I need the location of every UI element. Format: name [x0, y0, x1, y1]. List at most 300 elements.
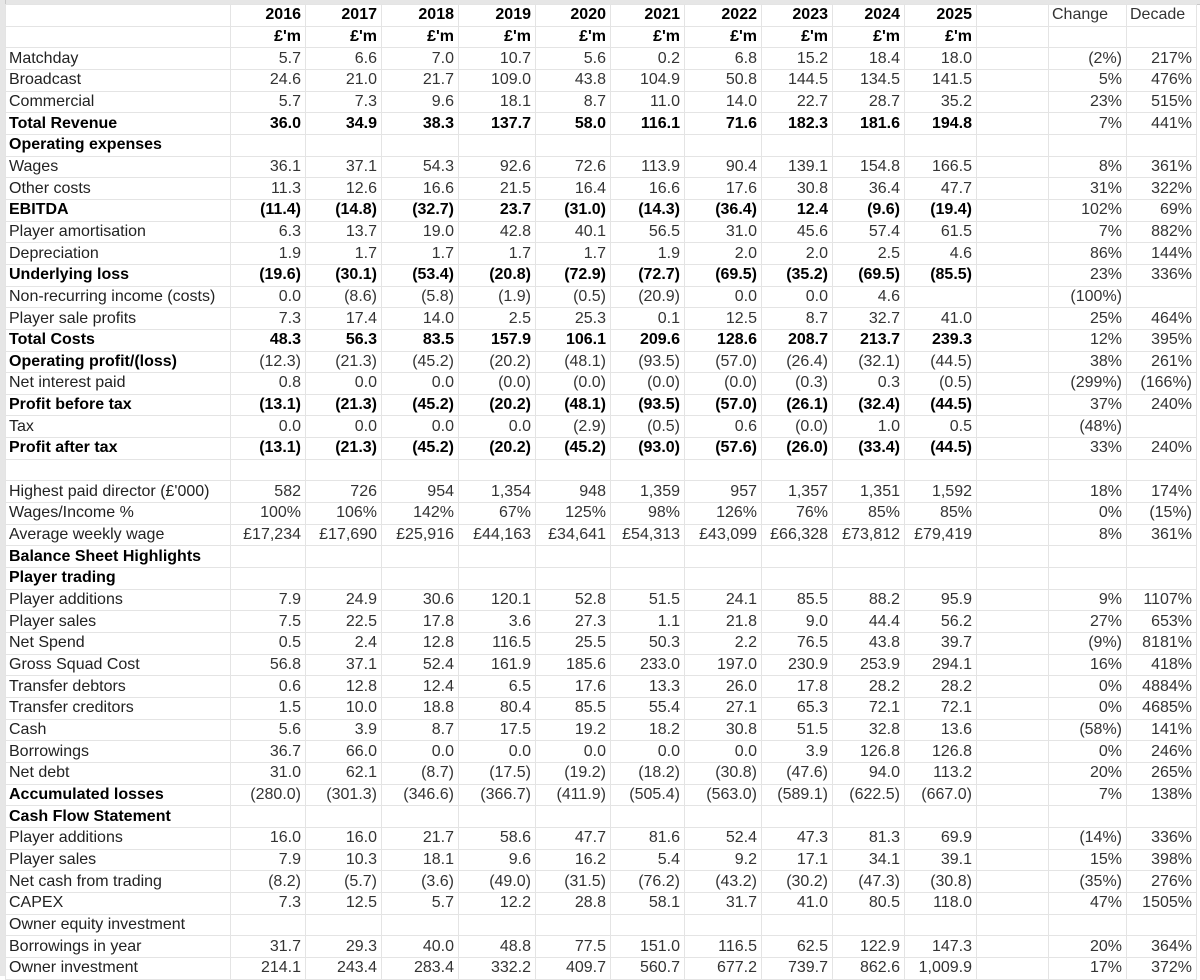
value-cell[interactable]: 139.1 — [762, 156, 833, 178]
value-cell[interactable]: 72.1 — [905, 698, 977, 720]
value-cell[interactable]: 23.7 — [459, 199, 536, 221]
value-cell[interactable]: 40.1 — [536, 221, 611, 243]
value-cell[interactable]: 44.4 — [833, 611, 905, 633]
value-cell[interactable]: 0.0 — [536, 741, 611, 763]
value-cell[interactable] — [762, 546, 833, 568]
value-cell[interactable]: 12.4 — [762, 199, 833, 221]
row-label[interactable]: Total Costs — [6, 329, 231, 351]
value-cell[interactable]: (0.0) — [611, 373, 685, 395]
cell-empty[interactable] — [977, 849, 1049, 871]
value-cell[interactable]: 12.5 — [306, 892, 382, 914]
value-cell[interactable]: 0.3 — [833, 373, 905, 395]
value-cell[interactable] — [306, 806, 382, 828]
value-cell[interactable]: 37.1 — [306, 156, 382, 178]
value-cell[interactable]: (32.1) — [833, 351, 905, 373]
value-cell[interactable]: £17,690 — [306, 524, 382, 546]
value-cell[interactable]: 13.7 — [306, 221, 382, 243]
value-cell[interactable]: (76.2) — [611, 871, 685, 893]
value-cell[interactable]: 72.6 — [536, 156, 611, 178]
value-cell[interactable]: 14.0 — [685, 91, 762, 113]
value-cell[interactable]: (20.2) — [459, 351, 536, 373]
value-cell[interactable]: (26.4) — [762, 351, 833, 373]
value-cell[interactable]: (20.2) — [459, 438, 536, 460]
value-cell[interactable]: 8.7 — [762, 308, 833, 330]
value-cell[interactable]: 141.5 — [905, 69, 977, 91]
change-cell[interactable]: 31% — [1049, 178, 1127, 200]
year-header[interactable]: 2018 — [382, 5, 459, 27]
value-cell[interactable]: (53.4) — [382, 264, 459, 286]
value-cell[interactable] — [762, 806, 833, 828]
value-cell[interactable]: 239.3 — [905, 329, 977, 351]
value-cell[interactable]: 1.1 — [611, 611, 685, 633]
cell-empty[interactable] — [977, 568, 1049, 590]
value-cell[interactable]: 3.9 — [762, 741, 833, 763]
value-cell[interactable]: 16.2 — [536, 849, 611, 871]
value-cell[interactable]: 30.6 — [382, 589, 459, 611]
value-cell[interactable]: 0.5 — [231, 633, 306, 655]
value-cell[interactable]: 0.0 — [685, 286, 762, 308]
value-cell[interactable]: 8.7 — [382, 719, 459, 741]
row-label[interactable]: Depreciation — [6, 243, 231, 265]
decade-cell[interactable]: 138% — [1127, 784, 1197, 806]
value-cell[interactable] — [306, 568, 382, 590]
value-cell[interactable]: 39.1 — [905, 849, 977, 871]
year-header[interactable]: 2020 — [536, 5, 611, 27]
unit-header[interactable]: £'m — [833, 26, 905, 48]
value-cell[interactable]: (45.2) — [382, 438, 459, 460]
value-cell[interactable]: 62.1 — [306, 762, 382, 784]
value-cell[interactable] — [382, 914, 459, 936]
value-cell[interactable]: 12.8 — [382, 633, 459, 655]
year-header[interactable]: 2021 — [611, 5, 685, 27]
value-cell[interactable]: 7.3 — [231, 308, 306, 330]
value-cell[interactable]: 5.6 — [231, 719, 306, 741]
decade-cell[interactable] — [1127, 286, 1197, 308]
change-cell[interactable]: (35%) — [1049, 871, 1127, 893]
cell-empty[interactable] — [977, 351, 1049, 373]
value-cell[interactable]: 17.6 — [685, 178, 762, 200]
value-cell[interactable]: 157.9 — [459, 329, 536, 351]
row-label[interactable]: Owner equity investment — [6, 914, 231, 936]
row-label[interactable]: Borrowings in year — [6, 936, 231, 958]
value-cell[interactable]: (13.1) — [231, 394, 306, 416]
decade-cell[interactable]: 322% — [1127, 178, 1197, 200]
value-cell[interactable]: 5.4 — [611, 849, 685, 871]
decade-cell[interactable]: 441% — [1127, 113, 1197, 135]
value-cell[interactable]: 0.0 — [306, 416, 382, 438]
value-cell[interactable]: 26.0 — [685, 676, 762, 698]
row-label[interactable]: Tax — [6, 416, 231, 438]
value-cell[interactable] — [459, 459, 536, 481]
value-cell[interactable]: (366.7) — [459, 784, 536, 806]
value-cell[interactable]: 21.7 — [382, 827, 459, 849]
cell-empty[interactable] — [977, 5, 1049, 27]
value-cell[interactable] — [685, 914, 762, 936]
change-cell[interactable]: 0% — [1049, 503, 1127, 525]
value-cell[interactable] — [685, 459, 762, 481]
value-cell[interactable]: 25.5 — [536, 633, 611, 655]
value-cell[interactable]: 19.2 — [536, 719, 611, 741]
value-cell[interactable]: 1.7 — [382, 243, 459, 265]
value-cell[interactable]: (45.2) — [382, 394, 459, 416]
decade-cell[interactable] — [1127, 134, 1197, 156]
change-cell[interactable]: 47% — [1049, 892, 1127, 914]
value-cell[interactable]: 233.0 — [611, 654, 685, 676]
value-cell[interactable]: 41.0 — [905, 308, 977, 330]
change-cell[interactable]: 15% — [1049, 849, 1127, 871]
value-cell[interactable] — [231, 546, 306, 568]
value-cell[interactable]: 409.7 — [536, 957, 611, 979]
decade-cell[interactable]: 398% — [1127, 849, 1197, 871]
decade-cell[interactable]: 515% — [1127, 91, 1197, 113]
value-cell[interactable]: (30.1) — [306, 264, 382, 286]
value-cell[interactable]: 10.0 — [306, 698, 382, 720]
row-label[interactable]: Operating expenses — [6, 134, 231, 156]
value-cell[interactable]: 8.7 — [536, 91, 611, 113]
value-cell[interactable]: 106.1 — [536, 329, 611, 351]
year-header[interactable]: 2022 — [685, 5, 762, 27]
unit-header[interactable]: £'m — [382, 26, 459, 48]
value-cell[interactable]: 80.4 — [459, 698, 536, 720]
unit-header[interactable]: £'m — [611, 26, 685, 48]
value-cell[interactable]: 32.8 — [833, 719, 905, 741]
cell-empty[interactable] — [977, 741, 1049, 763]
cell-empty[interactable] — [977, 546, 1049, 568]
value-cell[interactable] — [685, 806, 762, 828]
value-cell[interactable]: 56.5 — [611, 221, 685, 243]
value-cell[interactable]: 10.7 — [459, 48, 536, 70]
row-label[interactable]: Transfer debtors — [6, 676, 231, 698]
change-cell[interactable]: 20% — [1049, 762, 1127, 784]
value-cell[interactable]: 36.4 — [833, 178, 905, 200]
value-cell[interactable]: 142% — [382, 503, 459, 525]
value-cell[interactable]: (8.2) — [231, 871, 306, 893]
value-cell[interactable] — [536, 134, 611, 156]
value-cell[interactable]: 0.0 — [306, 373, 382, 395]
value-cell[interactable]: 1.0 — [833, 416, 905, 438]
value-cell[interactable]: 24.6 — [231, 69, 306, 91]
decade-cell[interactable]: 361% — [1127, 156, 1197, 178]
row-label[interactable]: CAPEX — [6, 892, 231, 914]
value-cell[interactable]: 30.8 — [762, 178, 833, 200]
value-cell[interactable]: 1.5 — [231, 698, 306, 720]
row-label[interactable]: Wages/Income % — [6, 503, 231, 525]
decade-cell[interactable]: 336% — [1127, 827, 1197, 849]
value-cell[interactable]: 113.2 — [905, 762, 977, 784]
value-cell[interactable]: 85% — [905, 503, 977, 525]
value-cell[interactable]: 22.7 — [762, 91, 833, 113]
value-cell[interactable]: 28.7 — [833, 91, 905, 113]
value-cell[interactable]: (26.1) — [762, 394, 833, 416]
change-cell[interactable] — [1049, 459, 1127, 481]
value-cell[interactable]: (72.7) — [611, 264, 685, 286]
row-label[interactable]: Cash Flow Statement — [6, 806, 231, 828]
value-cell[interactable]: (5.8) — [382, 286, 459, 308]
value-cell[interactable]: 56.2 — [905, 611, 977, 633]
value-cell[interactable]: (30.8) — [905, 871, 977, 893]
value-cell[interactable]: 2.2 — [685, 633, 762, 655]
value-cell[interactable]: 31.7 — [231, 936, 306, 958]
value-cell[interactable]: 0.0 — [685, 741, 762, 763]
value-cell[interactable] — [459, 568, 536, 590]
unit-header[interactable]: £'m — [459, 26, 536, 48]
value-cell[interactable]: 54.3 — [382, 156, 459, 178]
value-cell[interactable]: (47.3) — [833, 871, 905, 893]
value-cell[interactable] — [762, 134, 833, 156]
value-cell[interactable]: 39.7 — [905, 633, 977, 655]
value-cell[interactable]: 6.8 — [685, 48, 762, 70]
change-cell[interactable]: (48%) — [1049, 416, 1127, 438]
value-cell[interactable]: 2.0 — [685, 243, 762, 265]
unit-header[interactable]: £'m — [685, 26, 762, 48]
change-cell[interactable]: 27% — [1049, 611, 1127, 633]
row-label[interactable]: Player additions — [6, 589, 231, 611]
year-header[interactable]: 2025 — [905, 5, 977, 27]
value-cell[interactable] — [536, 914, 611, 936]
decade-cell[interactable]: 141% — [1127, 719, 1197, 741]
value-cell[interactable]: 182.3 — [762, 113, 833, 135]
row-label[interactable]: Net debt — [6, 762, 231, 784]
value-cell[interactable]: 43.8 — [833, 633, 905, 655]
value-cell[interactable]: 42.8 — [459, 221, 536, 243]
value-cell[interactable]: 85.5 — [536, 698, 611, 720]
value-cell[interactable]: (93.5) — [611, 351, 685, 373]
value-cell[interactable]: 24.1 — [685, 589, 762, 611]
cell-empty[interactable] — [977, 633, 1049, 655]
value-cell[interactable] — [762, 914, 833, 936]
value-cell[interactable] — [611, 806, 685, 828]
value-cell[interactable] — [382, 134, 459, 156]
decade-cell[interactable]: 240% — [1127, 438, 1197, 460]
decade-cell[interactable]: 464% — [1127, 308, 1197, 330]
value-cell[interactable]: 677.2 — [685, 957, 762, 979]
value-cell[interactable]: 12.8 — [306, 676, 382, 698]
value-cell[interactable] — [536, 568, 611, 590]
value-cell[interactable]: 98% — [611, 503, 685, 525]
value-cell[interactable]: (667.0) — [905, 784, 977, 806]
value-cell[interactable]: 1,009.9 — [905, 957, 977, 979]
value-cell[interactable]: 116.1 — [611, 113, 685, 135]
value-cell[interactable]: (48.1) — [536, 351, 611, 373]
cell-empty[interactable] — [977, 286, 1049, 308]
value-cell[interactable]: 126.8 — [833, 741, 905, 763]
value-cell[interactable]: (48.1) — [536, 394, 611, 416]
value-cell[interactable] — [382, 568, 459, 590]
row-label[interactable]: Broadcast — [6, 69, 231, 91]
row-label[interactable]: Average weekly wage — [6, 524, 231, 546]
value-cell[interactable]: (32.4) — [833, 394, 905, 416]
value-cell[interactable] — [611, 459, 685, 481]
decade-cell[interactable] — [1127, 459, 1197, 481]
value-cell[interactable]: 100% — [231, 503, 306, 525]
year-header[interactable]: 2019 — [459, 5, 536, 27]
value-cell[interactable]: (8.6) — [306, 286, 382, 308]
cell-empty[interactable] — [977, 762, 1049, 784]
value-cell[interactable]: 0.1 — [611, 308, 685, 330]
value-cell[interactable]: 45.6 — [762, 221, 833, 243]
decade-cell[interactable]: 246% — [1127, 741, 1197, 763]
value-cell[interactable]: (35.2) — [762, 264, 833, 286]
row-label[interactable]: Wages — [6, 156, 231, 178]
cell-empty[interactable] — [977, 91, 1049, 113]
value-cell[interactable]: 0.8 — [231, 373, 306, 395]
value-cell[interactable]: 151.0 — [611, 936, 685, 958]
value-cell[interactable]: 0.0 — [611, 741, 685, 763]
value-cell[interactable]: 1.7 — [306, 243, 382, 265]
value-cell[interactable]: 14.0 — [382, 308, 459, 330]
row-label[interactable]: Player additions — [6, 827, 231, 849]
change-cell[interactable]: 7% — [1049, 113, 1127, 135]
value-cell[interactable]: 5.7 — [231, 48, 306, 70]
value-cell[interactable]: 58.0 — [536, 113, 611, 135]
value-cell[interactable]: 7.9 — [231, 589, 306, 611]
value-cell[interactable]: 739.7 — [762, 957, 833, 979]
change-cell[interactable]: (100%) — [1049, 286, 1127, 308]
decade-cell[interactable]: 476% — [1127, 69, 1197, 91]
value-cell[interactable]: (57.0) — [685, 351, 762, 373]
cell-empty[interactable] — [977, 199, 1049, 221]
cell-empty[interactable] — [1049, 26, 1127, 48]
decade-cell[interactable]: 144% — [1127, 243, 1197, 265]
value-cell[interactable]: 0.0 — [231, 286, 306, 308]
value-cell[interactable]: 5.6 — [536, 48, 611, 70]
change-cell[interactable]: 7% — [1049, 221, 1127, 243]
cell-empty[interactable] — [977, 134, 1049, 156]
value-cell[interactable] — [905, 459, 977, 481]
unit-header[interactable]: £'m — [762, 26, 833, 48]
row-label[interactable]: Accumulated losses — [6, 784, 231, 806]
value-cell[interactable]: 16.0 — [231, 827, 306, 849]
change-cell[interactable]: 25% — [1049, 308, 1127, 330]
decade-cell[interactable] — [1127, 546, 1197, 568]
cell-empty[interactable] — [977, 914, 1049, 936]
value-cell[interactable]: 51.5 — [762, 719, 833, 741]
value-cell[interactable]: 15.2 — [762, 48, 833, 70]
value-cell[interactable]: (8.7) — [382, 762, 459, 784]
value-cell[interactable]: 1.9 — [611, 243, 685, 265]
row-label[interactable]: Highest paid director (£'000) — [6, 481, 231, 503]
change-cell[interactable]: 16% — [1049, 654, 1127, 676]
value-cell[interactable]: 57.4 — [833, 221, 905, 243]
value-cell[interactable]: (32.7) — [382, 199, 459, 221]
value-cell[interactable]: 36.1 — [231, 156, 306, 178]
row-label[interactable]: Underlying loss — [6, 264, 231, 286]
value-cell[interactable] — [685, 134, 762, 156]
value-cell[interactable] — [459, 546, 536, 568]
value-cell[interactable]: (5.7) — [306, 871, 382, 893]
value-cell[interactable]: 0.0 — [459, 416, 536, 438]
cell-empty[interactable] — [977, 243, 1049, 265]
value-cell[interactable]: 113.9 — [611, 156, 685, 178]
value-cell[interactable]: 22.5 — [306, 611, 382, 633]
value-cell[interactable]: 18.0 — [905, 48, 977, 70]
value-cell[interactable] — [833, 914, 905, 936]
value-cell[interactable]: 948 — [536, 481, 611, 503]
value-cell[interactable]: 94.0 — [833, 762, 905, 784]
value-cell[interactable]: (0.0) — [536, 373, 611, 395]
cell-empty[interactable] — [977, 438, 1049, 460]
value-cell[interactable] — [231, 134, 306, 156]
cell-empty[interactable] — [977, 676, 1049, 698]
decade-cell[interactable]: 361% — [1127, 524, 1197, 546]
change-cell[interactable]: (299%) — [1049, 373, 1127, 395]
value-cell[interactable]: £73,812 — [833, 524, 905, 546]
cell-empty[interactable] — [977, 69, 1049, 91]
cell-empty[interactable] — [977, 654, 1049, 676]
value-cell[interactable]: (11.4) — [231, 199, 306, 221]
value-cell[interactable]: 85% — [833, 503, 905, 525]
value-cell[interactable]: £79,419 — [905, 524, 977, 546]
value-cell[interactable]: 72.1 — [833, 698, 905, 720]
value-cell[interactable]: 5.7 — [231, 91, 306, 113]
value-cell[interactable]: (12.3) — [231, 351, 306, 373]
value-cell[interactable]: 1.7 — [536, 243, 611, 265]
value-cell[interactable]: 51.5 — [611, 589, 685, 611]
value-cell[interactable]: 47.3 — [762, 827, 833, 849]
row-label[interactable]: Net Spend — [6, 633, 231, 655]
value-cell[interactable]: 52.8 — [536, 589, 611, 611]
value-cell[interactable]: 58.6 — [459, 827, 536, 849]
decade-cell[interactable]: 174% — [1127, 481, 1197, 503]
value-cell[interactable]: 31.0 — [231, 762, 306, 784]
value-cell[interactable] — [611, 546, 685, 568]
value-cell[interactable]: 294.1 — [905, 654, 977, 676]
value-cell[interactable]: 16.4 — [536, 178, 611, 200]
value-cell[interactable]: 4.6 — [905, 243, 977, 265]
value-cell[interactable] — [536, 546, 611, 568]
value-cell[interactable]: 120.1 — [459, 589, 536, 611]
change-cell[interactable]: 23% — [1049, 264, 1127, 286]
value-cell[interactable]: 137.7 — [459, 113, 536, 135]
row-label[interactable]: Net interest paid — [6, 373, 231, 395]
cell-empty[interactable] — [977, 871, 1049, 893]
value-cell[interactable]: 2.5 — [833, 243, 905, 265]
value-cell[interactable]: 56.8 — [231, 654, 306, 676]
decade-header[interactable]: Decade — [1127, 5, 1197, 27]
decade-cell[interactable]: 217% — [1127, 48, 1197, 70]
value-cell[interactable]: 957 — [685, 481, 762, 503]
value-cell[interactable]: 147.3 — [905, 936, 977, 958]
cell-empty[interactable] — [6, 5, 231, 27]
decade-cell[interactable]: (166%) — [1127, 373, 1197, 395]
value-cell[interactable]: 0.0 — [762, 286, 833, 308]
change-cell[interactable]: 0% — [1049, 676, 1127, 698]
value-cell[interactable]: 80.5 — [833, 892, 905, 914]
value-cell[interactable]: 34.1 — [833, 849, 905, 871]
change-header[interactable]: Change — [1049, 5, 1127, 27]
change-cell[interactable] — [1049, 806, 1127, 828]
value-cell[interactable]: 1.7 — [459, 243, 536, 265]
value-cell[interactable] — [459, 806, 536, 828]
unit-header[interactable]: £'m — [536, 26, 611, 48]
value-cell[interactable]: 6.6 — [306, 48, 382, 70]
row-label[interactable]: Player amortisation — [6, 221, 231, 243]
value-cell[interactable]: 954 — [382, 481, 459, 503]
value-cell[interactable]: 95.9 — [905, 589, 977, 611]
value-cell[interactable]: (45.2) — [536, 438, 611, 460]
row-label[interactable]: Cash — [6, 719, 231, 741]
value-cell[interactable]: 16.0 — [306, 827, 382, 849]
value-cell[interactable]: 40.0 — [382, 936, 459, 958]
value-cell[interactable] — [306, 134, 382, 156]
value-cell[interactable]: 7.3 — [306, 91, 382, 113]
change-cell[interactable]: 5% — [1049, 69, 1127, 91]
year-header[interactable]: 2016 — [231, 5, 306, 27]
change-cell[interactable]: 20% — [1049, 936, 1127, 958]
value-cell[interactable] — [833, 459, 905, 481]
value-cell[interactable]: (19.6) — [231, 264, 306, 286]
decade-cell[interactable]: 882% — [1127, 221, 1197, 243]
